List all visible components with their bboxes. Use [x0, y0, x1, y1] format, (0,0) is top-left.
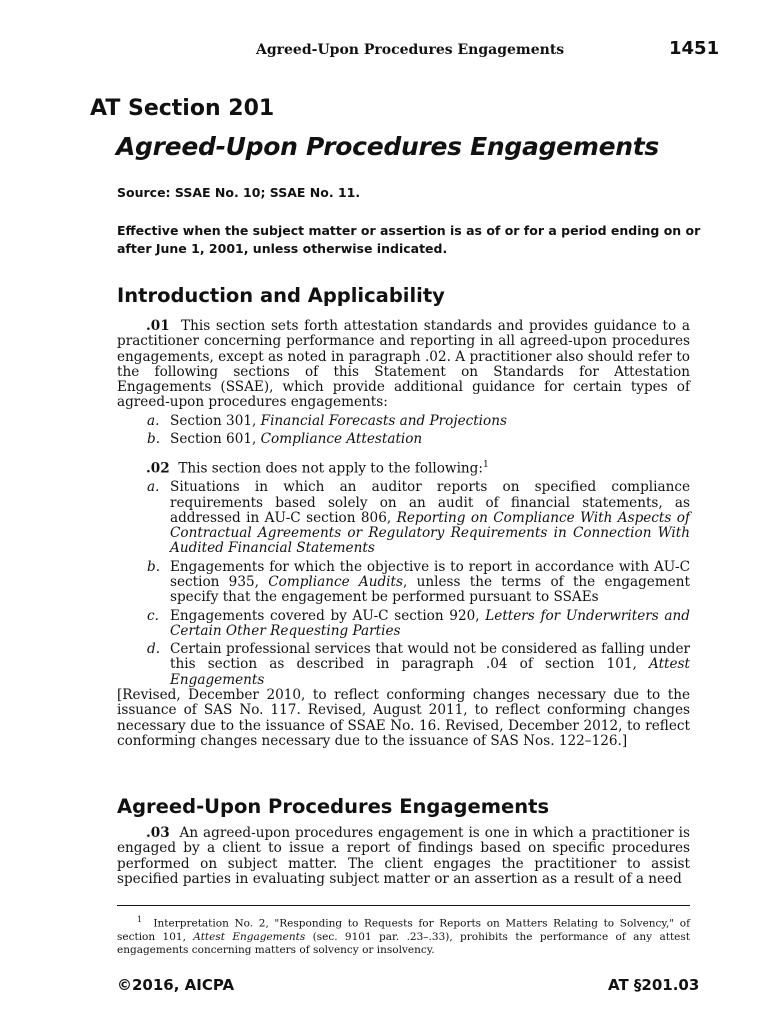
list-marker: a. — [147, 479, 160, 496]
list-title: Compliance Audits — [268, 573, 403, 590]
list-title: Financial Forecasts and Projections — [260, 412, 507, 429]
aup-body — [117, 826, 690, 887]
paragraph-01 — [117, 319, 690, 411]
list-item — [117, 480, 690, 556]
footnote-title: Attest Engagements — [193, 930, 306, 943]
list-marker: d. — [147, 641, 161, 658]
paragraph-text: This section does not apply to the following: — [178, 460, 483, 477]
footnote — [117, 913, 690, 957]
footnote-divider — [117, 905, 690, 906]
list-item — [117, 609, 690, 640]
list-text: Engagements covered by AU-C section 920, — [170, 607, 486, 624]
footer-section-ref: AT §201.03 — [608, 976, 700, 994]
footnote-ref[interactable]: 1 — [482, 460, 489, 471]
paragraph-number: .01 — [146, 318, 170, 334]
list-item — [117, 432, 690, 447]
list-marker: c. — [147, 607, 159, 624]
list-text: Certain professional services that would not be considered as falling under this section as described in paragraph .04 of section 101, — [170, 641, 690, 673]
revision-note: [Revised, December 2010, to reflect conforming changes necessary due to the issuance of SAS No. 117. Revised, August 2011, to reflect conforming changes necessary due to the issuance of SSAE No. 16. Revised, December 2012, to reflect conforming changes necessary due to the issuance of SAS Nos. 122–126.] — [117, 687, 690, 749]
heading-introduction: Introduction and Applicability — [117, 284, 445, 307]
heading-agreed-upon-procedures: Agreed-Upon Procedures Engagements — [117, 795, 550, 818]
list-marker: b. — [147, 431, 161, 448]
intro-body — [117, 319, 690, 749]
list-title: Letters for Underwriters and Certain Other Requesting Parties — [170, 607, 690, 639]
paragraph-number: .03 — [146, 825, 170, 841]
section-title: Agreed-Upon Procedures Engagements — [116, 132, 659, 161]
paragraph-02 — [117, 458, 690, 477]
footnote-text: Interpretation No. 2, "Responding to Requests for Reports on Matters Relating to Solvency," of section 101, — [117, 917, 690, 943]
list-text: Section 301, — [170, 412, 261, 429]
list-text-post: , unless the terms of the engagement specify that the engagement be performed pursuant to SSAEs — [170, 573, 690, 606]
page-number: 1451 — [669, 38, 720, 59]
effective-line: Effective when the subject matter or assertion is as of or for a period ending on or after June 1, 2001, unless otherwise indicated. — [117, 223, 701, 256]
footnote-marker: 1 — [137, 915, 143, 924]
list-text: Section 601, — [170, 431, 261, 448]
list-text: Engagements for which the objective is to report in accordance with AU-C section 935, — [170, 558, 690, 590]
list-item — [117, 414, 690, 429]
list-item — [117, 560, 690, 606]
source-line: Source: SSAE No. 10; SSAE No. 11. — [117, 185, 361, 200]
section-label: AT Section 201 — [90, 96, 275, 121]
list-marker: a. — [147, 412, 160, 429]
paragraph-03 — [117, 826, 690, 887]
running-header-title: Agreed-Upon Procedures Engagements — [256, 42, 565, 58]
paragraph-text: This section sets forth attestation standards and provides guidance to a practitioner concerning performance and reporting in all agreed-upon procedures engagements, except as noted in paragraph .02. A practitioner also should refer to the following sections of this Statement on Standards for Attestation Engagements (SSAE), which provide additional guidance for certain types of agreed-upon procedures engagements: — [117, 318, 690, 411]
list-marker: b. — [147, 558, 161, 575]
list-title: Compliance Attestation — [260, 431, 423, 448]
footer-copyright: ©2016, AICPA — [117, 976, 235, 994]
list-title: Reporting on Compliance With Aspects of Contractual Agreements or Regulatory Requirements in Connection With Audited Financial Statements — [170, 509, 690, 557]
paragraph-text: An agreed-upon procedures engagement is one in which a practitioner is engaged by a client to issue a report of findings based on specific procedures performed on subject matter. The client engages the practitioner to assist specified parties in evaluating subject matter or an assertion as a result of a need — [117, 825, 690, 887]
paragraph-number: .02 — [146, 460, 170, 477]
list-item — [117, 642, 690, 688]
list-title: Attest Engagements — [170, 656, 690, 688]
footnote-text-post: (sec. 9101 par. .23–.33), prohibits the performance of any attest engagements concerning matters of solvency or insolvency. — [117, 930, 690, 956]
list-text: Situations in which an auditor reports on specified compliance requirements based solely on an audit of financial statements, as addressed in AU-C section 806, — [170, 479, 690, 526]
